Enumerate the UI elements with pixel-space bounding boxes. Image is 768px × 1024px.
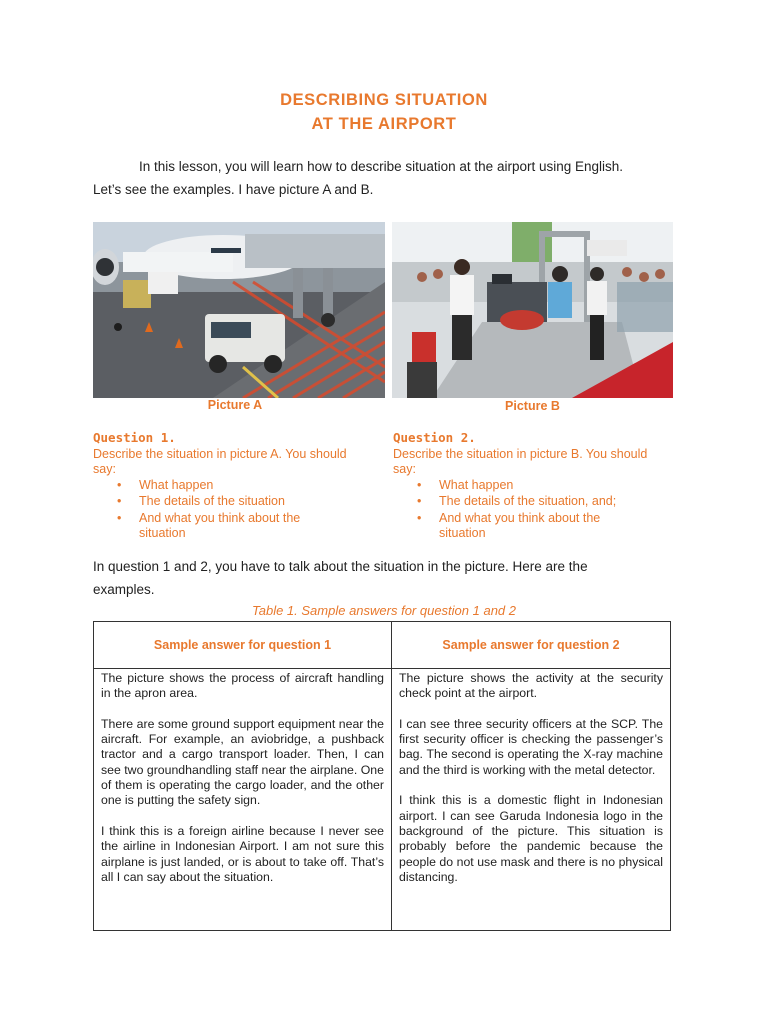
answer-q1-cell xyxy=(94,669,392,931)
intro-line-2: Let’s see the examples. I have picture A and B. xyxy=(93,182,374,197)
sample-answers-table xyxy=(93,621,671,931)
answer-q1-paragraph-3: I think this is a foreign airline because I never see the airline in Indonesian Airport. I am not sure this airplane is just landed, or is about to take off. That’s all I can say about the situation. xyxy=(101,823,384,884)
list-item: • The details of the situation xyxy=(139,494,353,510)
question-1-prompt: Describe the situation in picture A. You should say: xyxy=(93,446,347,476)
page-title-line-1: DESCRIBING SITUATION xyxy=(280,91,488,109)
answer-q2-paragraph-2: I can see three security officers at the SCP. The first security officer is checking the passenger’s bag. The second is operating the X-ray machine and the third is working with the metal detector. xyxy=(399,716,663,777)
transition-line-2: examples. xyxy=(93,582,155,597)
answer-q1-paragraph-1: The picture shows the process of aircraft handling in the apron area. xyxy=(101,671,384,701)
list-item: • And what you think about the situation xyxy=(139,511,339,542)
list-item: • The details of the situation, and; xyxy=(439,494,653,510)
question-1 xyxy=(93,430,353,542)
answer-q2-paragraph-1: The picture shows the activity at the security check point at the airport. xyxy=(399,671,663,701)
table-header-row xyxy=(94,622,671,669)
picture-a-image xyxy=(93,222,385,398)
picture-b-caption: Picture B xyxy=(505,399,560,413)
picture-a-caption: Picture A xyxy=(207,398,263,412)
transition-line-1: In question 1 and 2, you have to talk about the situation in the picture. Here are the xyxy=(93,559,588,574)
picture-b-image xyxy=(392,222,673,398)
page-title-line-2: AT THE AIRPORT xyxy=(311,115,457,133)
question-1-bullets xyxy=(93,478,353,542)
table-row xyxy=(94,669,671,931)
answer-q1-paragraph-2: There are some ground support equipment near the aircraft. For example, an aviobridge, a pushback tractor and a cargo transport loader. Then, I can see two groundhandling staff near the airplane. One of them is operating the cargo loader, and the other one is putting the safety sign. xyxy=(101,716,384,808)
question-2-bullets xyxy=(393,478,653,542)
question-2-prompt: Describe the situation in picture B. You should say: xyxy=(393,446,648,476)
list-item: • What happen xyxy=(139,478,353,494)
question-1-heading: Question 1. xyxy=(93,430,176,445)
list-item: • What happen xyxy=(439,478,653,494)
intro-line-1: In this lesson, you will learn how to describe situation at the airport using English. xyxy=(139,159,624,174)
table-header-q1: Sample answer for question 1 xyxy=(94,622,392,669)
answer-q2-cell xyxy=(392,669,671,931)
answer-q2-paragraph-3: I think this is a domestic flight in Indonesian airport. I can see Garuda Indonesia logo in the background of the picture. This situation is probably before the pandemic because the people do not use mask and there is no physical distancing. xyxy=(399,793,663,884)
list-item: • And what you think about the situation xyxy=(439,511,639,542)
question-2-heading: Question 2. xyxy=(393,430,476,445)
table-header-q2: Sample answer for question 2 xyxy=(392,622,671,669)
table-caption: Table 1. Sample answers for question 1 and 2 xyxy=(251,603,517,618)
question-2 xyxy=(393,430,653,542)
